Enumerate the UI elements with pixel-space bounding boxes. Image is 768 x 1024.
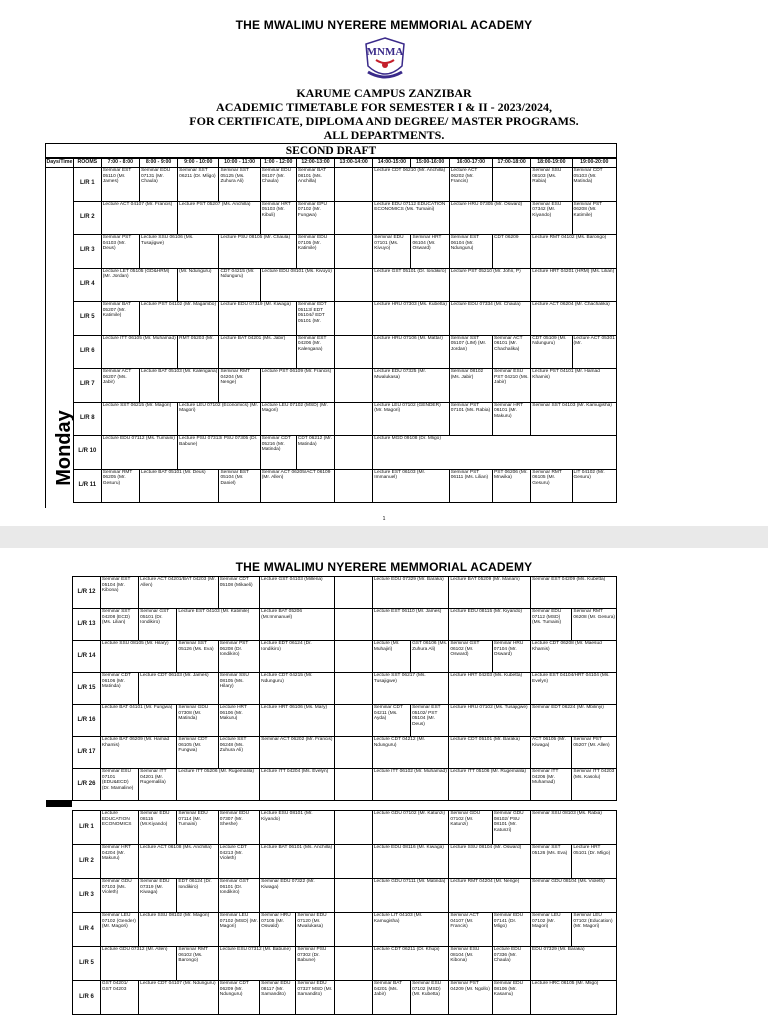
session-cell: Lecture HRT 05101 (Dr. Mligo) bbox=[572, 845, 617, 879]
session-cell: Seminar ESU 08104 (Mr. Kibona) bbox=[449, 947, 492, 981]
session-cell bbox=[335, 268, 373, 302]
session-cell bbox=[335, 168, 373, 202]
session-cell: (Mr. Ndunguru) bbox=[178, 268, 219, 302]
session-cell: Lecture CDT 04215 (Mr. Ndunguru) bbox=[260, 673, 334, 705]
room-label: L/R 12 bbox=[73, 577, 101, 609]
session-cell: Seminar EDU 07101 (Ms. Kivuyo) bbox=[373, 235, 411, 269]
session-cell: Lecture ESU 08101 (Mr. Kiyando) bbox=[260, 811, 334, 845]
timetable-row bbox=[73, 981, 617, 1015]
session-cell: Lecture HRT 06106 (Mr. Makuru) bbox=[218, 705, 259, 737]
session-cell: Lecture HRU 07305 (Mr. Osward) bbox=[449, 201, 531, 235]
session-cell: Lecture ACT 04201/BAT 04203 (Mr. Allen) bbox=[139, 577, 219, 609]
session-cell: Seminar RMT 06105 (Mr. Gesuru) bbox=[531, 469, 572, 503]
session-cell: Lecture GDU 07111 (Mr. Matinda) bbox=[372, 879, 449, 913]
academy-title: THE MWALIMU NYERERE MEMMORIAL ACADEMY bbox=[235, 18, 533, 32]
session-cell: Seminar EDU 07322 (Mr. Kiwaga) bbox=[260, 879, 334, 913]
session-cell: Lecture EDU 08116 (Mr. Kiwaga) bbox=[372, 845, 449, 879]
room-label: L/R 7 bbox=[73, 369, 101, 403]
session-cell: Lecture SSU 08102 (Mr. Magori) bbox=[139, 913, 219, 947]
timetable-row bbox=[46, 235, 617, 269]
timetable-row bbox=[73, 879, 617, 913]
session-cell: Seminar CDT 05108 (Mikaeli) bbox=[218, 577, 259, 609]
session-cell: Lecture CDT 06210 (Mr. Anchilla) bbox=[373, 168, 449, 202]
time-slot-header: 18:00-19:00 bbox=[531, 159, 572, 168]
header-row bbox=[46, 159, 617, 168]
session-cell: Seminar PST 05207 (Mr. Allen) bbox=[572, 737, 617, 769]
session-cell bbox=[335, 302, 373, 336]
session-cell: Lecture ITT 04204 (Ms. Evelyn) bbox=[260, 769, 334, 801]
session-cell bbox=[335, 335, 373, 369]
session-cell: Seminar LEU 07102 (Mr. Magori) bbox=[531, 913, 572, 947]
time-slot-header: 9:00 - 10:00 bbox=[178, 159, 219, 168]
session-cell bbox=[335, 369, 373, 403]
session-cell: Lecture EST 04104/HRT 04104 (Ms. Evelyn) bbox=[531, 673, 617, 705]
session-cell bbox=[335, 402, 373, 436]
session-cell: Lecture ITT 05206 (Mr. Rugemalila) bbox=[177, 769, 260, 801]
departments-line: ALL DEPARTMENTS. bbox=[323, 128, 445, 142]
room-label: L/R 17 bbox=[73, 737, 101, 769]
session-cell: Seminar SST 04103 (Mr. Kamugisha) bbox=[531, 402, 617, 436]
session-cell: Seminar CDT 05216 (Mr. Matinda) bbox=[260, 436, 296, 470]
session-cell: Lecture ACT 05301 (Mr. bbox=[572, 335, 616, 369]
session-cell: Lecture HRC 06105 (Mr. Mligo) bbox=[531, 981, 617, 1015]
session-cell: Lecture EDU 07334 (Mr. Chaula) bbox=[449, 302, 531, 336]
session-cell: Lecture SSU 08105 (Mr. Hilary) bbox=[100, 641, 177, 673]
session-cell: Lecture BAT 06209 (Mr. Hamad Khamis) bbox=[100, 737, 177, 769]
session-cell: Seminar ITT 04203 (Ms. Kasolu) bbox=[572, 769, 617, 801]
session-cell: Seminar ACT 06207 (Ms. Jabir) bbox=[101, 369, 139, 403]
session-cell: Seminar SSU 08105 (Ms. Hilary) bbox=[218, 673, 259, 705]
timetable-row bbox=[73, 609, 617, 641]
room-label: L/R 4 bbox=[73, 268, 101, 302]
page-2 bbox=[0, 548, 768, 1024]
room-label: L/R 4 bbox=[73, 913, 101, 947]
session-cell: Seminar HRT 06101 (Mr. Makuru) bbox=[493, 402, 531, 436]
session-cell: Lecture ITT 05106 (Mr. Rugemalila) bbox=[449, 769, 531, 801]
time-slot-header: 15:00-16:00 bbox=[411, 159, 449, 168]
session-cell: Seminar EDU 07105 (Mr. Katimile) bbox=[296, 235, 334, 269]
session-cell: Seminar CDT 06106 (Mr. Matinda) bbox=[100, 673, 138, 705]
timetable-row bbox=[46, 436, 617, 470]
session-cell: PST 06206 (Mr. Mnwika) bbox=[493, 469, 531, 503]
session-cell: Seminar ESU 07342 (Mr. Kiyando) bbox=[531, 201, 572, 235]
session-cell: Lecture CDT 04107 (Mr. Ndunguru) bbox=[139, 981, 219, 1015]
room-label: L/R 10 bbox=[73, 436, 101, 470]
session-cell: Seminar GST 06101 (Dr. Iondikiro) bbox=[218, 879, 259, 913]
session-cell: Seminar EDU 08106 (Mr. Kasamu) bbox=[492, 981, 530, 1015]
tuesday-timetable bbox=[72, 810, 617, 1015]
session-cell: Seminar EDU 08117 (Mr. Samandito) bbox=[260, 981, 296, 1015]
timetable-row bbox=[46, 469, 617, 503]
time-slot-header: 13:00-14:00 bbox=[335, 159, 373, 168]
session-cell: Lecture SST 06248 (Ms. Zuhura Ali) bbox=[218, 737, 259, 769]
session-cell: Lecture GDU 07102 (Mr. Katunzi) bbox=[372, 811, 449, 845]
session-cell bbox=[334, 879, 372, 913]
session-cell: Lecture HRU 07303 (Ms. Kubetta) bbox=[373, 302, 449, 336]
draft-label: SECOND DRAFT bbox=[45, 143, 617, 158]
session-cell: Seminar EDU 08107 (Mr. Chaula) bbox=[260, 168, 296, 202]
session-cell: Seminar BAT 05207 (Mr. Katimile) bbox=[101, 302, 139, 336]
session-cell: Seminar EDU 07114 (Mr. Tumaini) bbox=[177, 811, 218, 845]
session-cell: Seminar GDU 07102 (Mr. Katunzi) bbox=[449, 811, 492, 845]
session-cell: Seminar LEU 07102 (MSD) (Mr. Magori) bbox=[218, 913, 259, 947]
session-cell: Seminar ACT 04107 (Mr. Francis) bbox=[449, 913, 492, 947]
campus-name: KARUME CAMPUS ZANZIBAR bbox=[296, 86, 472, 100]
session-cell: Lecture CDT 06211 (Dr. Khupi) bbox=[372, 947, 449, 981]
session-cell: Seminar ESU PST 04210 (Ms. Jabir) bbox=[493, 369, 531, 403]
session-cell: Seminar RMT 04204 (Mr. Nenge) bbox=[219, 369, 260, 403]
session-cell: Seminar ESU 07102 (MSD) (Mr. Kubetta) bbox=[411, 981, 449, 1015]
academy-logo-icon bbox=[362, 36, 408, 84]
session-cell: GST 06106 (Ms. Zuhura Ali) bbox=[411, 641, 449, 673]
timetable-row bbox=[73, 641, 617, 673]
session-cell bbox=[335, 235, 373, 269]
session-cell: Lecture BAT 06101 (Ms. Anchilla) bbox=[260, 845, 334, 879]
session-cell: Lecture CDT 04213 (Mr. Violeth) bbox=[218, 845, 259, 879]
session-cell bbox=[334, 811, 372, 845]
session-cell: Seminar GDU 07308 (Mr. Matinda) bbox=[177, 705, 218, 737]
session-cell: Seminar ITT 04206 (Mr. Muhamad) bbox=[531, 769, 572, 801]
session-cell: Seminar CDT 06105 (Mr. Fungwa) bbox=[177, 737, 218, 769]
session-cell: Lecture EST 06103 (Mr. Immanuel) bbox=[373, 469, 449, 503]
session-cell bbox=[335, 436, 373, 470]
room-label: L/R 16 bbox=[73, 705, 101, 737]
session-cell: RMT 05203 (Mr. bbox=[178, 335, 219, 369]
room-label: L/R 6 bbox=[73, 981, 101, 1015]
session-cell: Seminar LEU 07102 (Gender) (Mr. Magori) bbox=[100, 913, 138, 947]
session-cell: CDT 06209 bbox=[493, 235, 531, 269]
session-cell: Lecture RMT 04102 (Ms. Barongo) bbox=[531, 235, 617, 269]
session-cell: Seminar EST 05104 (Mr. Kibona) bbox=[100, 577, 138, 609]
session-cell: GST 04201/ GST 04203 bbox=[100, 981, 138, 1015]
timetable-row bbox=[73, 811, 617, 845]
room-label: L/R 3 bbox=[73, 235, 101, 269]
academy-title-page-2: THE MWALIMU NYERERE MEMMORIAL ACADEMY bbox=[235, 560, 533, 574]
timetable-row bbox=[73, 737, 617, 769]
programs-line: FOR CERTIFICATE, DIPLOMA AND DEGREE/ MASTER PROGRAMS. bbox=[189, 114, 579, 128]
session-cell: CDT 06212 (Mr. Matinda) bbox=[296, 436, 334, 470]
session-cell: Lecture ACT 06202 (Mr. Francis) bbox=[449, 168, 492, 202]
session-cell: Seminar PST 06208 (Dr. Iondikiro) bbox=[218, 641, 259, 673]
session-cell: EDU 07329 (Mr. Baraka) bbox=[531, 947, 617, 981]
session-cell: Lecture HRU 07102 (Ms. Tusajigwe) bbox=[449, 705, 531, 737]
session-cell: Seminar GDU 07103 (Ms. Violeth) bbox=[100, 879, 138, 913]
timetable-row bbox=[73, 947, 617, 981]
session-cell: Lecture SST 06217 (Ms. Tusajigwe) bbox=[372, 673, 449, 705]
session-cell: Lecture EDU 07112 (Ms. Tumaini) bbox=[101, 436, 177, 470]
time-slot-header: 12:00-13:00 bbox=[296, 159, 334, 168]
room-label: L/R 26 bbox=[73, 769, 101, 801]
session-cell: Seminar EDU 07112 (MSD) (Ms. Tumaini) bbox=[531, 609, 572, 641]
timetable-row bbox=[73, 845, 617, 879]
session-cell: Seminar ACT 06205/ACT 06109 (Mr. Allen) bbox=[260, 469, 334, 503]
timetable-row bbox=[46, 201, 617, 235]
session-cell: Lecture PST 04102 (Mr. Magambo) bbox=[139, 302, 219, 336]
session-cell: Lecture EDU 08101 (Ms. Kivuyo) bbox=[260, 268, 334, 302]
room-label: L/R 1 bbox=[73, 811, 101, 845]
session-cell: Seminar EST 04209 (Ms. Kubetta) bbox=[531, 577, 617, 609]
session-cell: Lecture GST 04103 (Millena) bbox=[260, 577, 334, 609]
timetable-row bbox=[73, 913, 617, 947]
session-cell: Seminar EST 06104 (Mr. Ndunguru) bbox=[449, 235, 492, 269]
session-cell: Lecture GST 05101 (Dr. Iondikiro) bbox=[373, 268, 449, 302]
session-cell: Lecture EDU 07319 (Mr. Kiwaga) bbox=[219, 302, 296, 336]
session-cell: Seminar ACT 06202 (Mr. Francis) bbox=[260, 737, 334, 769]
session-cell: Seminar CDT 06209 (Mr. Ndunguru) bbox=[218, 981, 259, 1015]
session-cell: Lecture EST 04103 (Mr. Katimile) bbox=[177, 609, 260, 641]
session-cell: Seminar HRT 04204 (Mr. Makuru) bbox=[100, 845, 138, 879]
session-cell: Lecture ACT 06108 (Ms. Anchilla) bbox=[139, 845, 219, 879]
session-cell: Lecture LIT 04103 (Mr. Kamugisha) bbox=[372, 913, 449, 947]
room-label: L/R 1 bbox=[73, 168, 101, 202]
session-cell bbox=[334, 673, 372, 705]
session-cell: Lecture CDT 06208 (Mr. Maesud Khamis) bbox=[531, 641, 617, 673]
session-cell bbox=[334, 641, 372, 673]
session-cell: Seminar BAT 04201 (Ms. Jabir) bbox=[372, 981, 410, 1015]
session-cell: Seminar SSU 08103 (Ms. Rabia) bbox=[531, 168, 572, 202]
session-cell: Lecture LET 05105 (GD&HRM) (Mr. Jordan) bbox=[101, 268, 177, 302]
timetable-row bbox=[73, 673, 617, 705]
session-cell: Seminar SST 06211 (Dr. Mligo) bbox=[178, 168, 219, 202]
time-slot-header: 17:00-18:00 bbox=[493, 159, 531, 168]
session-cell: Seminar ITT 04201 (Mr. Rugemalila) bbox=[139, 769, 177, 801]
session-cell: Lecture ACT 06204 (Mr. Chachalika) bbox=[531, 302, 617, 336]
session-cell: Lecture ITT 06102 (Mr. Muhamad) bbox=[372, 769, 449, 801]
session-cell: Seminar PSU 07302 (Dr. Babune) bbox=[296, 947, 334, 981]
session-cell: LIT 04102 (Mr. Gesuru) bbox=[572, 469, 616, 503]
days-time-header: Days/Time bbox=[46, 159, 74, 168]
session-cell: Seminar EDU 07307 (Mr. Sheshe) bbox=[218, 811, 259, 845]
session-cell: Seminar HRU 07105 (Mr. Oswald) bbox=[260, 913, 296, 947]
session-cell: Lecture ACT 04107 (Mr. Francis) bbox=[101, 201, 177, 235]
session-cell: Seminar PST 04103 (Mr. Deus) bbox=[101, 235, 139, 269]
time-slot-header: 8:00 - 9:00 bbox=[139, 159, 177, 168]
session-cell bbox=[334, 947, 372, 981]
session-cell bbox=[335, 201, 373, 235]
session-cell: EDT 06124 (Dr. Iondikiro) bbox=[177, 879, 218, 913]
session-cell: Seminar EDU 07131 (Mr. Chaula) bbox=[139, 168, 177, 202]
page-number: 1 bbox=[382, 516, 386, 522]
session-cell bbox=[334, 845, 372, 879]
session-cell: Seminar SST 05126 (Ms. Eva) bbox=[531, 845, 572, 879]
monday-timetable bbox=[45, 158, 617, 503]
session-cell: Lecture ESU 07312 (Mr. Babune) bbox=[218, 947, 296, 981]
time-slot-header: 19:00-20:00 bbox=[572, 159, 616, 168]
session-cell: Seminar 08102 (Ms. Jabir) bbox=[449, 369, 492, 403]
session-cell: Lecture PSU 07313/ PSU 07305 (Dr. Babune) bbox=[178, 436, 261, 470]
room-label: L/R 13 bbox=[73, 609, 101, 641]
session-cell: Lecture SST 06215 (Mr. Magori) bbox=[101, 402, 177, 436]
session-cell: Seminar GST 05101 (Dr. Iondikiro) bbox=[139, 609, 177, 641]
session-cell bbox=[334, 769, 372, 801]
room-label: L/R 5 bbox=[73, 947, 101, 981]
time-slot-header: 10:00 - 11:00 bbox=[219, 159, 260, 168]
room-label: L/R 6 bbox=[73, 335, 101, 369]
session-cell bbox=[334, 577, 372, 609]
session-cell: Lecture ITT 06105 (Mr. Muhamad) bbox=[101, 335, 177, 369]
room-label: L/R 5 bbox=[73, 302, 101, 336]
session-cell: Lecture EST 06110 (Mr. James) bbox=[372, 609, 449, 641]
session-cell: Lecture LEU 07102 (Economics) (Mr. Magori) bbox=[178, 402, 261, 436]
session-cell: Lecture SSU 06106 (Ms. Tusajigwe) bbox=[139, 235, 219, 269]
session-cell: Seminar GDU 08104 (Ms. Violeth) bbox=[531, 879, 617, 913]
session-cell: Seminar CDT 05103 (Mr. Matinda) bbox=[572, 168, 616, 202]
session-cell: CDT 04215 (Mr. Ndunguru) bbox=[219, 268, 260, 302]
session-cell: ACT 06105 (Mr. Kiwaga) bbox=[531, 737, 572, 769]
session-cell: Lecture PST 04101 (Mr. Hamad Khamis) bbox=[531, 369, 617, 403]
session-cell bbox=[334, 705, 372, 737]
session-cell: Lecture EDT 06124 (Dr. Iondikiro) bbox=[260, 641, 334, 673]
session-cell: Lecture PSU 08105 (Mr. Chaula) bbox=[219, 235, 296, 269]
session-cell: Lecture CDT 06103 (Mr. James) bbox=[139, 673, 219, 705]
session-cell: Seminar PST 07101 (Ms. Rabia) bbox=[449, 402, 492, 436]
session-cell: Seminar RMT 06102 (Ms. Barongo) bbox=[177, 947, 218, 981]
session-cell: Lecture LEU 07102 (MSD) (Mr. Magori) bbox=[260, 402, 334, 436]
session-cell: Seminar GDU 08102/ PSU 08101 (Mr. Katunzi) bbox=[492, 811, 530, 845]
session-cell: Seminar EDT 06224 (Mr. Mbilinyi) bbox=[531, 705, 617, 737]
session-cell: Lecture HRU 07106 (Mr. Mattar) bbox=[373, 335, 449, 369]
session-cell: Seminar SST 05107 (LIM) (Mr. Jordan) bbox=[449, 335, 492, 369]
session-cell: Seminar EDU 08115 (Mr.Kiyando) bbox=[139, 811, 177, 845]
session-cell: Seminar EDT 05113/ EDT 05104// EDT 05101 (Mr. bbox=[296, 302, 334, 336]
timetable-row bbox=[73, 769, 617, 801]
session-cell: Seminar SST 05125 (Ms. Zuhura Ali) bbox=[219, 168, 260, 202]
time-slot-header: 14:00-15:00 bbox=[373, 159, 411, 168]
timetable-row bbox=[46, 402, 617, 436]
session-cell: Seminar EDU 07319 (Mr. Kiwaga) bbox=[139, 879, 177, 913]
timetable-row bbox=[46, 335, 617, 369]
session-cell bbox=[334, 737, 372, 769]
session-cell: Lecture HRT 04203 (Ms. Kubetta) bbox=[449, 673, 531, 705]
timetable-row bbox=[46, 302, 617, 336]
session-cell: Seminar PST 04209 (Mr. Ngollo) bbox=[449, 981, 492, 1015]
session-cell bbox=[493, 168, 531, 202]
session-cell: Lecture RMT 04204 (Mr. Nenge) bbox=[449, 879, 531, 913]
session-cell: Lecture BAT 04201 (Ms. Jabir) bbox=[219, 335, 296, 369]
session-cell: Lecture CDT 05101 (Mr. Baraka) bbox=[449, 737, 531, 769]
session-cell: Lecture EDU 07329 (Mr. Baraka) bbox=[372, 577, 449, 609]
session-cell: Lecture BAT 05103 (Mr. Kalengana) bbox=[139, 369, 219, 403]
session-cell: Lecture EDU 07112 EDUCATION ECONOMICS (Ms. Tumaini) bbox=[373, 201, 449, 235]
day-separator-mark bbox=[46, 800, 72, 807]
time-slot-header: 16:00-17:00 bbox=[449, 159, 492, 168]
room-label: L/R 3 bbox=[73, 879, 101, 913]
session-cell: Seminar EST 04206 (Mr. Kalengana) bbox=[296, 335, 334, 369]
session-cell: Lecture EDUCATION ECONOMICS bbox=[100, 811, 138, 845]
session-cell: Seminar HRT 05103 (Mr. Kibuli) bbox=[260, 201, 296, 235]
session-cell: Seminar RMT 06208 (Mr. Gesura) bbox=[572, 609, 617, 641]
room-label: L/R 2 bbox=[73, 845, 101, 879]
session-cell: Lecture EDU 07336 (Mr. Chaula) bbox=[492, 947, 530, 981]
rooms-header: ROOMS bbox=[73, 159, 101, 168]
session-cell: Lecture PST 06109 (Mr. Francis) bbox=[260, 369, 334, 403]
session-cell: Seminar EDU 07141 (Dr. Mligo) bbox=[492, 913, 530, 947]
session-cell: Lecture (Mr. Muhajiri) bbox=[372, 641, 410, 673]
session-cell: Seminar ACT 06101 (Mr. Chachalika) bbox=[493, 335, 531, 369]
session-cell: Lecture EDU 07325 (Mr. Mwalukasa) bbox=[373, 369, 449, 403]
session-cell: Seminar SST 04208 (ECD) (Ms. Lilian) bbox=[100, 609, 138, 641]
room-label: L/R 11 bbox=[73, 469, 101, 503]
day-label-monday: Monday bbox=[53, 410, 75, 486]
session-cell: Seminar EDU 07327 MSD (Mr. Samandito) bbox=[296, 981, 334, 1015]
session-cell: Lecture BAT 05209 (Mr. Mariam) bbox=[449, 577, 531, 609]
time-slot-header: 1:00 - 12:00 bbox=[260, 159, 296, 168]
session-cell: Lecture EDU 08115 (Mr. Kiyando) bbox=[449, 609, 531, 641]
session-cell: Seminar SST 05126 (Ms. Eva) bbox=[177, 641, 218, 673]
session-cell bbox=[334, 609, 372, 641]
timetable-row bbox=[73, 705, 617, 737]
session-cell: Lecture MGD 09108 (Dr. Mligo) bbox=[373, 436, 617, 470]
session-cell: Seminar EST 05102/ PST 05104 (Mr. Deus) bbox=[411, 705, 449, 737]
room-label: L/R 8 bbox=[73, 402, 101, 436]
session-cell: Seminar PST 06208 (Mr. Katimile) bbox=[572, 201, 616, 235]
session-cell: Lecture LEU 07102 (GENDER) (Mr. Magori) bbox=[373, 402, 449, 436]
session-cell: Seminar GST 06102 (Mr. Osward) bbox=[449, 641, 492, 673]
timetable-title: ACADEMIC TIMETABLE FOR SEMESTER I & II - 2023/2024, bbox=[216, 100, 552, 114]
room-label: L/R 2 bbox=[73, 201, 101, 235]
session-cell: Seminar BST 05104 (Mr. Daniel) bbox=[219, 469, 260, 503]
session-cell: Lecture HRT 04201 (HRM) (Ms. Lilian) bbox=[531, 268, 617, 302]
session-cell: Seminar CDT 04211 (Ms. Ayda) bbox=[372, 705, 410, 737]
session-cell: Seminar BAT 08101 (Ms. Anchilla) bbox=[296, 168, 334, 202]
timetable-row bbox=[46, 369, 617, 403]
session-cell: Seminar ESU 07101 (EDU&ECD) (Dr. Mamaline) bbox=[100, 769, 138, 801]
session-cell: Seminar EDU 07120 (Mr. Mwalukasa) bbox=[296, 913, 334, 947]
session-cell: Lecture BAT 05101 (Mr. Deus) bbox=[139, 469, 219, 503]
session-cell: Seminar PST 06111 (Ms. Lilian) bbox=[449, 469, 492, 503]
timetable-row bbox=[46, 268, 617, 302]
monday-timetable-continued bbox=[72, 576, 617, 801]
session-cell bbox=[335, 469, 373, 503]
session-cell: Lecture BAT 04101 (Mr. Fungwa) bbox=[100, 705, 177, 737]
timetable-row bbox=[46, 168, 617, 202]
room-label: L/R 15 bbox=[73, 673, 101, 705]
session-cell: Seminar EST 05110 (Mr. James) bbox=[101, 168, 139, 202]
session-cell: Lecture CDT 04212 (Mr. Ndunguru) bbox=[372, 737, 449, 769]
session-cell: Lecture BAT 05206 (Mr.Immanuel) bbox=[260, 609, 334, 641]
session-cell: Lecture GDU 07312 (Mr. Allen) bbox=[100, 947, 177, 981]
room-label: L/R 14 bbox=[73, 641, 101, 673]
day-column bbox=[46, 168, 74, 503]
session-cell bbox=[334, 913, 372, 947]
session-cell: Lecture PST 05210 (Mr. John, P) bbox=[449, 268, 531, 302]
session-cell: Seminar HRU 07104 (Mr. Osward) bbox=[492, 641, 530, 673]
session-cell: Seminar SSU 08103 (Ms. Rabia) bbox=[531, 811, 617, 845]
session-cell: Lecture SSU 08104 (Mr. Osward) bbox=[449, 845, 531, 879]
session-cell: Seminar RMT 06205 (Mr. Gesuru) bbox=[101, 469, 139, 503]
session-cell: Seminar LEU 07102 (Education) (Mr. Magori) bbox=[572, 913, 617, 947]
svg-text:MNMA: MNMA bbox=[366, 46, 404, 58]
session-cell: Seminar HRT 06104 (Mr. Osward) bbox=[411, 235, 449, 269]
session-cell: CDT 05109 (Mr. Ndunguru) bbox=[531, 335, 572, 369]
session-cell: Lecture PST 05207 (Ms. Anchilla) bbox=[178, 201, 261, 235]
time-slot-header: 7:00 - 8:00 bbox=[101, 159, 139, 168]
session-cell: Seminar EPU 07102 (Mr. Fungwa) bbox=[296, 201, 334, 235]
session-cell: Lecture HRT 06106 (Ms. Mary) bbox=[260, 705, 334, 737]
timetable-row bbox=[73, 577, 617, 609]
session-cell bbox=[334, 981, 372, 1015]
